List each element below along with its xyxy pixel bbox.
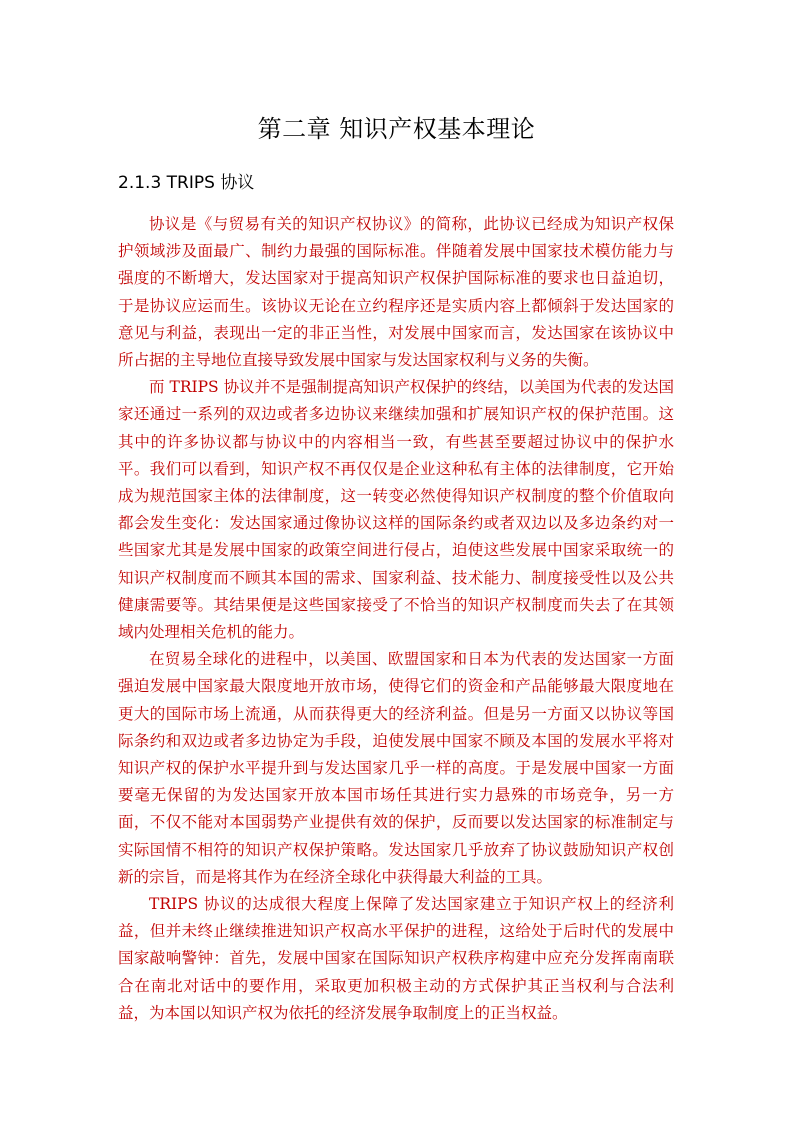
chapter-title: 第二章 知识产权基本理论 bbox=[257, 115, 536, 143]
paragraph-1: 协议是《与贸易有关的知识产权协议》的简称，此协议已经成为知识产权保护领域涉及面最广、制约力最强的国际标准。伴随着发展中国家技术模仿能力与强度的不断增大，发达国家对于提高知识产权保护国际标准的要求也日益迫切，于是协议应运而生。该协议无论在立约程序还是实质内容上都倾斜于发达国家的意见与利益，表现出一定的非正当性，对发展中国家而言，发达国家在该协议中所占据的主导地位直接导致发展中国家与发达国家权利与义务的失衡。 bbox=[118, 215, 674, 370]
body-text bbox=[118, 211, 674, 1027]
paragraph-3: 在贸易全球化的进程中，以美国、欧盟国家和日本为代表的发达国家一方面强迫发展中国家最大限度地开放市场，使得它们的资金和产品能够最大限度地在更大的国际市场上流通，从而获得更大的经济利益。但是另一方面又以协议等国际条约和双边或者多边协定为手段，迫使发展中国家不顾及本国的发展水平将对知识产权的保护水平提升到与发达国家几乎一样的高度。于是发展中国家一方面要毫无保留的为发达国家开放本国市场任其进行实力悬殊的市场竞争，另一方面，不仅不能对本国弱势产业提供有效的保护，反而要以发达国家的标准制定与实际国情不相符的知识产权保护策略。发达国家几乎放弃了协议鼓励知识产权创新的宗旨，而是将其作为在经济全球化中获得最大利益的工具。 bbox=[118, 650, 674, 886]
paragraph-4: TRIPS 协议的达成很大程度上保障了发达国家建立于知识产权上的经济利益，但并未终止继续推进知识产权高水平保护的进程，这给处于后时代的发展中国家敲响警钟：首先，发展中国家在国际知识产权秩序构建中应充分发挥南南联合在南北对话中的要作用，采取更加积极主动的方式保护其正当权利与合法利益，为本国以知识产权为依托的经济发展争取制度上的正当权益。 bbox=[118, 895, 674, 1022]
section-heading: 2.1.3 TRIPS 协议 bbox=[118, 173, 255, 193]
paragraph-2: 而 TRIPS 协议并不是强制提高知识产权保护的终结，以美国为代表的发达国家还通过一系列的双边或者多边协议来继续加强和扩展知识产权的保护范围。这其中的许多协议都与协议中的内容相当一致，有些甚至要超过协议中的保护水平。我们可以看到，知识产权不再仅仅是企业这种私有主体的法律制度，它开始成为规范国家主体的法律制度，这一转变必然使得知识产权制度的整个价值取向都会发生变化：发达国家通过像协议这样的国际条约或者双边以及多边条约对一些国家尤其是发展中国家的政策空间进行侵占，迫使这些发展中国家采取统一的知识产权制度而不顾其本国的需求、国家利益、技术能力、制度接受性以及公共健康需要等。其结果便是这些国家接受了不恰当的知识产权制度而失去了在其领域内处理相关危机的能力。 bbox=[118, 378, 674, 642]
